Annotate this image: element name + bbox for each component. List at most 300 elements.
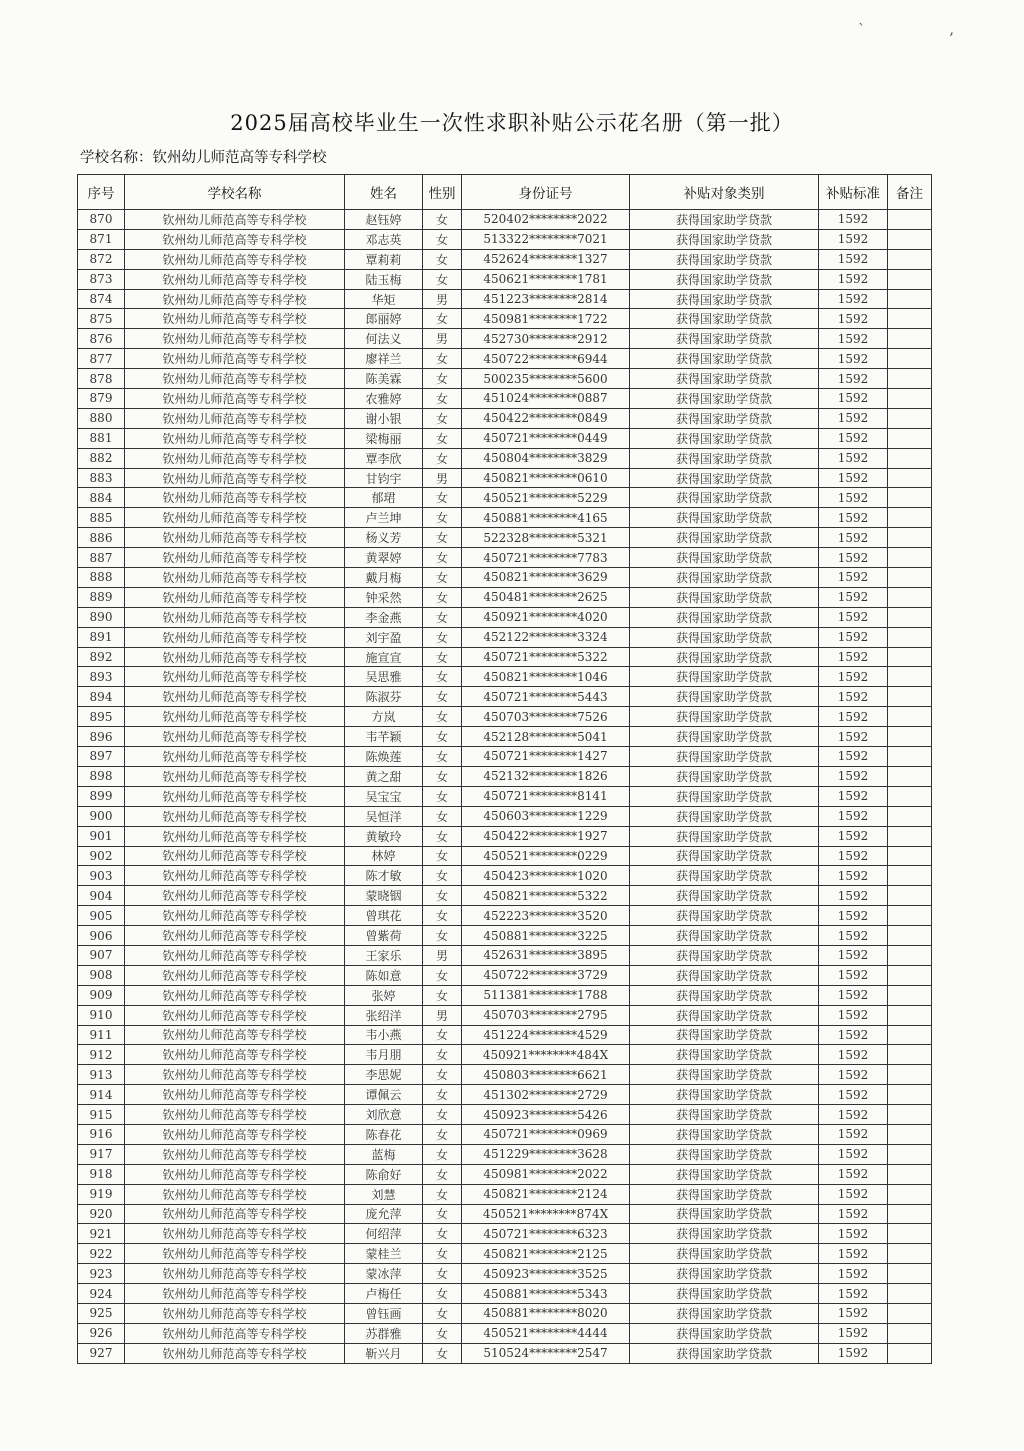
row-subsidy-amount: 1592 bbox=[819, 846, 888, 866]
row-subsidy-type: 获得国家助学贷款 bbox=[630, 1284, 819, 1304]
row-seq: 918 bbox=[78, 1164, 125, 1184]
row-name: 陈才敏 bbox=[345, 866, 423, 886]
row-name: 韦芊颖 bbox=[345, 727, 423, 747]
row-seq: 907 bbox=[78, 945, 125, 965]
row-seq: 893 bbox=[78, 667, 125, 687]
row-remarks bbox=[888, 1045, 932, 1065]
header-remarks: 备注 bbox=[888, 175, 932, 210]
row-name: 赵钰婷 bbox=[345, 210, 423, 230]
table-row bbox=[78, 826, 932, 846]
row-gender: 女 bbox=[423, 906, 462, 926]
row-name: 方岚 bbox=[345, 707, 423, 727]
row-remarks bbox=[888, 985, 932, 1005]
row-id-number: 513322********7021 bbox=[462, 229, 630, 249]
row-seq: 920 bbox=[78, 1204, 125, 1224]
row-gender: 女 bbox=[423, 1144, 462, 1164]
row-subsidy-type: 获得国家助学贷款 bbox=[630, 1184, 819, 1204]
row-remarks bbox=[888, 1264, 932, 1284]
row-id-number: 450422********1927 bbox=[462, 826, 630, 846]
table-row bbox=[78, 488, 932, 508]
row-gender: 女 bbox=[423, 846, 462, 866]
row-gender: 女 bbox=[423, 369, 462, 389]
row-subsidy-type: 获得国家助学贷款 bbox=[630, 249, 819, 269]
row-subsidy-type: 获得国家助学贷款 bbox=[630, 369, 819, 389]
table-row bbox=[78, 309, 932, 329]
row-remarks bbox=[888, 249, 932, 269]
row-seq: 880 bbox=[78, 408, 125, 428]
row-subsidy-type: 获得国家助学贷款 bbox=[630, 389, 819, 409]
row-subsidy-type: 获得国家助学贷款 bbox=[630, 229, 819, 249]
row-remarks bbox=[888, 1323, 932, 1343]
table-row bbox=[78, 1284, 932, 1304]
table-row bbox=[78, 747, 932, 767]
row-remarks bbox=[888, 786, 932, 806]
row-seq: 914 bbox=[78, 1085, 125, 1105]
row-remarks bbox=[888, 886, 932, 906]
row-name: 曾琪花 bbox=[345, 906, 423, 926]
table-row bbox=[78, 945, 932, 965]
row-id-number: 500235********5600 bbox=[462, 369, 630, 389]
row-id-number: 452122********3324 bbox=[462, 627, 630, 647]
table-row bbox=[78, 766, 932, 786]
row-gender: 女 bbox=[423, 627, 462, 647]
row-id-number: 450721********5322 bbox=[462, 647, 630, 667]
row-gender: 女 bbox=[423, 1244, 462, 1264]
row-gender: 女 bbox=[423, 1264, 462, 1284]
table-row bbox=[78, 647, 932, 667]
row-name: 吴宝宝 bbox=[345, 786, 423, 806]
row-subsidy-amount: 1592 bbox=[819, 1045, 888, 1065]
row-school: 钦州幼儿师范高等专科学校 bbox=[125, 468, 345, 488]
row-seq: 871 bbox=[78, 229, 125, 249]
row-subsidy-type: 获得国家助学贷款 bbox=[630, 468, 819, 488]
header-gender: 性别 bbox=[423, 175, 462, 210]
row-subsidy-type: 获得国家助学贷款 bbox=[630, 1343, 819, 1363]
row-gender: 女 bbox=[423, 985, 462, 1005]
row-gender: 女 bbox=[423, 687, 462, 707]
row-seq: 904 bbox=[78, 886, 125, 906]
row-gender: 女 bbox=[423, 568, 462, 588]
row-subsidy-amount: 1592 bbox=[819, 1284, 888, 1304]
row-id-number: 450881********3225 bbox=[462, 926, 630, 946]
row-remarks bbox=[888, 687, 932, 707]
table-row bbox=[78, 1343, 932, 1363]
row-name: 靳兴月 bbox=[345, 1343, 423, 1363]
row-name: 韦月朋 bbox=[345, 1045, 423, 1065]
row-remarks bbox=[888, 627, 932, 647]
row-seq: 886 bbox=[78, 528, 125, 548]
row-subsidy-amount: 1592 bbox=[819, 1303, 888, 1323]
row-subsidy-type: 获得国家助学贷款 bbox=[630, 846, 819, 866]
table-header-row bbox=[78, 175, 932, 210]
row-id-number: 452128********5041 bbox=[462, 727, 630, 747]
row-id-number: 450981********2022 bbox=[462, 1164, 630, 1184]
row-subsidy-amount: 1592 bbox=[819, 229, 888, 249]
table-row bbox=[78, 906, 932, 926]
row-school: 钦州幼儿师范高等专科学校 bbox=[125, 806, 345, 826]
table-row bbox=[78, 1303, 932, 1323]
row-remarks bbox=[888, 468, 932, 488]
row-school: 钦州幼儿师范高等专科学校 bbox=[125, 448, 345, 468]
table-row bbox=[78, 329, 932, 349]
row-school: 钦州幼儿师范高等专科学校 bbox=[125, 1025, 345, 1045]
row-subsidy-type: 获得国家助学贷款 bbox=[630, 1124, 819, 1144]
row-gender: 女 bbox=[423, 786, 462, 806]
row-subsidy-type: 获得国家助学贷款 bbox=[630, 687, 819, 707]
row-seq: 905 bbox=[78, 906, 125, 926]
table-row bbox=[78, 1005, 932, 1025]
table-row bbox=[78, 627, 932, 647]
row-seq: 921 bbox=[78, 1224, 125, 1244]
row-remarks bbox=[888, 647, 932, 667]
school-name-line: 学校名称：钦州幼儿师范高等专科学校 bbox=[80, 150, 327, 166]
row-id-number: 450603********1229 bbox=[462, 806, 630, 826]
row-subsidy-amount: 1592 bbox=[819, 548, 888, 568]
row-seq: 885 bbox=[78, 508, 125, 528]
row-id-number: 450921********4020 bbox=[462, 607, 630, 627]
row-remarks bbox=[888, 1065, 932, 1085]
table-row bbox=[78, 607, 932, 627]
row-gender: 女 bbox=[423, 1045, 462, 1065]
row-subsidy-type: 获得国家助学贷款 bbox=[630, 1065, 819, 1085]
row-id-number: 450722********3729 bbox=[462, 965, 630, 985]
row-name: 刘慧 bbox=[345, 1184, 423, 1204]
table-row bbox=[78, 1124, 932, 1144]
row-gender: 女 bbox=[423, 806, 462, 826]
row-subsidy-type: 获得国家助学贷款 bbox=[630, 488, 819, 508]
row-subsidy-amount: 1592 bbox=[819, 627, 888, 647]
row-remarks bbox=[888, 1025, 932, 1045]
row-gender: 女 bbox=[423, 448, 462, 468]
row-id-number: 450981********1722 bbox=[462, 309, 630, 329]
row-gender: 女 bbox=[423, 886, 462, 906]
row-subsidy-type: 获得国家助学贷款 bbox=[630, 1224, 819, 1244]
row-subsidy-amount: 1592 bbox=[819, 806, 888, 826]
row-seq: 882 bbox=[78, 448, 125, 468]
row-remarks bbox=[888, 906, 932, 926]
row-name: 吴思雅 bbox=[345, 667, 423, 687]
row-gender: 女 bbox=[423, 587, 462, 607]
row-gender: 女 bbox=[423, 528, 462, 548]
row-subsidy-amount: 1592 bbox=[819, 607, 888, 627]
row-subsidy-type: 获得国家助学贷款 bbox=[630, 548, 819, 568]
row-school: 钦州幼儿师范高等专科学校 bbox=[125, 1124, 345, 1144]
row-id-number: 450821********2125 bbox=[462, 1244, 630, 1264]
row-name: 蒙冰萍 bbox=[345, 1264, 423, 1284]
row-remarks bbox=[888, 408, 932, 428]
row-seq: 891 bbox=[78, 627, 125, 647]
row-gender: 女 bbox=[423, 766, 462, 786]
row-school: 钦州幼儿师范高等专科学校 bbox=[125, 1284, 345, 1304]
row-name: 蒙晓铟 bbox=[345, 886, 423, 906]
table-row bbox=[78, 428, 932, 448]
row-seq: 899 bbox=[78, 786, 125, 806]
table-row bbox=[78, 369, 932, 389]
row-school: 钦州幼儿师范高等专科学校 bbox=[125, 508, 345, 528]
row-id-number: 450881********4165 bbox=[462, 508, 630, 528]
row-school: 钦州幼儿师范高等专科学校 bbox=[125, 408, 345, 428]
row-subsidy-amount: 1592 bbox=[819, 1005, 888, 1025]
row-remarks bbox=[888, 727, 932, 747]
row-school: 钦州幼儿师范高等专科学校 bbox=[125, 1184, 345, 1204]
table-row bbox=[78, 1045, 932, 1065]
row-school: 钦州幼儿师范高等专科学校 bbox=[125, 926, 345, 946]
row-seq: 915 bbox=[78, 1105, 125, 1125]
row-gender: 女 bbox=[423, 548, 462, 568]
row-school: 钦州幼儿师范高等专科学校 bbox=[125, 647, 345, 667]
row-name: 甘钧宇 bbox=[345, 468, 423, 488]
row-name: 黄翠婷 bbox=[345, 548, 423, 568]
row-id-number: 450703********7526 bbox=[462, 707, 630, 727]
row-subsidy-amount: 1592 bbox=[819, 448, 888, 468]
row-school: 钦州幼儿师范高等专科学校 bbox=[125, 329, 345, 349]
table-row bbox=[78, 229, 932, 249]
row-name: 农雅婷 bbox=[345, 389, 423, 409]
row-id-number: 511381********1788 bbox=[462, 985, 630, 1005]
row-seq: 901 bbox=[78, 826, 125, 846]
header-seq: 序号 bbox=[78, 175, 125, 210]
row-name: 何法义 bbox=[345, 329, 423, 349]
row-remarks bbox=[888, 508, 932, 528]
row-name: 邓志英 bbox=[345, 229, 423, 249]
row-subsidy-type: 获得国家助学贷款 bbox=[630, 1323, 819, 1343]
row-school: 钦州幼儿师范高等专科学校 bbox=[125, 1105, 345, 1125]
row-seq: 922 bbox=[78, 1244, 125, 1264]
row-seq: 926 bbox=[78, 1323, 125, 1343]
row-id-number: 450721********6323 bbox=[462, 1224, 630, 1244]
row-name: 卢梅任 bbox=[345, 1284, 423, 1304]
table-row bbox=[78, 1065, 932, 1085]
row-subsidy-type: 获得国家助学贷款 bbox=[630, 627, 819, 647]
table-row bbox=[78, 1323, 932, 1343]
row-subsidy-type: 获得国家助学贷款 bbox=[630, 1204, 819, 1224]
row-subsidy-amount: 1592 bbox=[819, 1065, 888, 1085]
row-remarks bbox=[888, 349, 932, 369]
table-row bbox=[78, 965, 932, 985]
row-school: 钦州幼儿师范高等专科学校 bbox=[125, 786, 345, 806]
row-seq: 895 bbox=[78, 707, 125, 727]
row-subsidy-type: 获得国家助学贷款 bbox=[630, 1005, 819, 1025]
row-id-number: 450921********484X bbox=[462, 1045, 630, 1065]
row-subsidy-type: 获得国家助学贷款 bbox=[630, 1303, 819, 1323]
row-school: 钦州幼儿师范高等专科学校 bbox=[125, 1164, 345, 1184]
row-name: 黄敏玲 bbox=[345, 826, 423, 846]
row-remarks bbox=[888, 1005, 932, 1025]
row-id-number: 452730********2912 bbox=[462, 329, 630, 349]
row-gender: 男 bbox=[423, 1005, 462, 1025]
row-subsidy-type: 获得国家助学贷款 bbox=[630, 329, 819, 349]
table-row bbox=[78, 1105, 932, 1125]
row-name: 廖祥兰 bbox=[345, 349, 423, 369]
row-gender: 女 bbox=[423, 309, 462, 329]
row-id-number: 451223********2814 bbox=[462, 289, 630, 309]
page-title: 2025届高校毕业生一次性求职补贴公示花名册（第一批） bbox=[230, 111, 794, 135]
row-school: 钦州幼儿师范高等专科学校 bbox=[125, 747, 345, 767]
row-id-number: 450521********4444 bbox=[462, 1323, 630, 1343]
row-subsidy-amount: 1592 bbox=[819, 667, 888, 687]
row-name: 陈俞好 bbox=[345, 1164, 423, 1184]
row-school: 钦州幼儿师范高等专科学校 bbox=[125, 568, 345, 588]
row-remarks bbox=[888, 309, 932, 329]
row-subsidy-amount: 1592 bbox=[819, 1343, 888, 1363]
row-school: 钦州幼儿师范高等专科学校 bbox=[125, 349, 345, 369]
table-row bbox=[78, 1085, 932, 1105]
row-id-number: 450803********6621 bbox=[462, 1065, 630, 1085]
row-id-number: 450621********1781 bbox=[462, 269, 630, 289]
row-subsidy-type: 获得国家助学贷款 bbox=[630, 309, 819, 329]
row-name: 林婷 bbox=[345, 846, 423, 866]
row-school: 钦州幼儿师范高等专科学校 bbox=[125, 945, 345, 965]
row-name: 陈美霖 bbox=[345, 369, 423, 389]
row-id-number: 450422********0849 bbox=[462, 408, 630, 428]
row-id-number: 450721********0969 bbox=[462, 1124, 630, 1144]
row-name: 覃莉莉 bbox=[345, 249, 423, 269]
row-school: 钦州幼儿师范高等专科学校 bbox=[125, 210, 345, 230]
row-subsidy-amount: 1592 bbox=[819, 1204, 888, 1224]
row-seq: 902 bbox=[78, 846, 125, 866]
header-name: 姓名 bbox=[345, 175, 423, 210]
row-gender: 女 bbox=[423, 926, 462, 946]
row-gender: 女 bbox=[423, 1204, 462, 1224]
row-subsidy-type: 获得国家助学贷款 bbox=[630, 886, 819, 906]
row-name: 谢小银 bbox=[345, 408, 423, 428]
row-remarks bbox=[888, 866, 932, 886]
row-subsidy-amount: 1592 bbox=[819, 866, 888, 886]
table-row bbox=[78, 210, 932, 230]
row-subsidy-amount: 1592 bbox=[819, 349, 888, 369]
row-seq: 887 bbox=[78, 548, 125, 568]
row-subsidy-amount: 1592 bbox=[819, 249, 888, 269]
row-name: 张绍洋 bbox=[345, 1005, 423, 1025]
row-name: 梁梅丽 bbox=[345, 428, 423, 448]
row-gender: 女 bbox=[423, 747, 462, 767]
row-school: 钦州幼儿师范高等专科学校 bbox=[125, 309, 345, 329]
row-subsidy-amount: 1592 bbox=[819, 408, 888, 428]
row-name: 华矩 bbox=[345, 289, 423, 309]
row-seq: 919 bbox=[78, 1184, 125, 1204]
row-remarks bbox=[888, 428, 932, 448]
row-name: 蒙桂兰 bbox=[345, 1244, 423, 1264]
row-subsidy-amount: 1592 bbox=[819, 269, 888, 289]
row-seq: 876 bbox=[78, 329, 125, 349]
table-row bbox=[78, 389, 932, 409]
row-seq: 910 bbox=[78, 1005, 125, 1025]
row-remarks bbox=[888, 548, 932, 568]
row-subsidy-amount: 1592 bbox=[819, 210, 888, 230]
row-school: 钦州幼儿师范高等专科学校 bbox=[125, 1065, 345, 1085]
row-gender: 女 bbox=[423, 607, 462, 627]
row-subsidy-type: 获得国家助学贷款 bbox=[630, 1144, 819, 1164]
row-subsidy-amount: 1592 bbox=[819, 289, 888, 309]
header-subsidy-type: 补贴对象类别 bbox=[630, 175, 819, 210]
row-gender: 女 bbox=[423, 727, 462, 747]
row-subsidy-amount: 1592 bbox=[819, 1105, 888, 1125]
row-subsidy-amount: 1592 bbox=[819, 1244, 888, 1264]
row-subsidy-type: 获得国家助学贷款 bbox=[630, 289, 819, 309]
row-name: 覃李欣 bbox=[345, 448, 423, 468]
row-seq: 890 bbox=[78, 607, 125, 627]
table-row bbox=[78, 468, 932, 488]
row-remarks bbox=[888, 329, 932, 349]
row-school: 钦州幼儿师范高等专科学校 bbox=[125, 1303, 345, 1323]
row-school: 钦州幼儿师范高等专科学校 bbox=[125, 607, 345, 627]
row-school: 钦州幼儿师范高等专科学校 bbox=[125, 826, 345, 846]
row-subsidy-amount: 1592 bbox=[819, 926, 888, 946]
row-id-number: 450521********874X bbox=[462, 1204, 630, 1224]
row-id-number: 450521********0229 bbox=[462, 846, 630, 866]
table-row bbox=[78, 707, 932, 727]
table-row bbox=[78, 1025, 932, 1045]
row-remarks bbox=[888, 1204, 932, 1224]
row-subsidy-type: 获得国家助学贷款 bbox=[630, 945, 819, 965]
row-subsidy-amount: 1592 bbox=[819, 488, 888, 508]
row-seq: 884 bbox=[78, 488, 125, 508]
table-row bbox=[78, 249, 932, 269]
row-seq: 924 bbox=[78, 1284, 125, 1304]
row-school: 钦州幼儿师范高等专科学校 bbox=[125, 269, 345, 289]
row-school: 钦州幼儿师范高等专科学校 bbox=[125, 985, 345, 1005]
row-subsidy-amount: 1592 bbox=[819, 1184, 888, 1204]
row-subsidy-amount: 1592 bbox=[819, 945, 888, 965]
row-subsidy-amount: 1592 bbox=[819, 1224, 888, 1244]
row-id-number: 520402********2022 bbox=[462, 210, 630, 230]
row-school: 钦州幼儿师范高等专科学校 bbox=[125, 528, 345, 548]
row-subsidy-type: 获得国家助学贷款 bbox=[630, 1164, 819, 1184]
row-subsidy-type: 获得国家助学贷款 bbox=[630, 428, 819, 448]
row-seq: 923 bbox=[78, 1264, 125, 1284]
row-remarks bbox=[888, 766, 932, 786]
row-school: 钦州幼儿师范高等专科学校 bbox=[125, 1343, 345, 1363]
row-gender: 男 bbox=[423, 468, 462, 488]
row-name: 李金燕 bbox=[345, 607, 423, 627]
row-remarks bbox=[888, 1224, 932, 1244]
row-school: 钦州幼儿师范高等专科学校 bbox=[125, 548, 345, 568]
row-seq: 913 bbox=[78, 1065, 125, 1085]
row-id-number: 450721********0449 bbox=[462, 428, 630, 448]
row-name: 钟采然 bbox=[345, 587, 423, 607]
row-id-number: 452631********3895 bbox=[462, 945, 630, 965]
row-remarks bbox=[888, 369, 932, 389]
row-remarks bbox=[888, 747, 932, 767]
row-remarks bbox=[888, 587, 932, 607]
row-id-number: 522328********5321 bbox=[462, 528, 630, 548]
row-seq: 878 bbox=[78, 369, 125, 389]
row-subsidy-amount: 1592 bbox=[819, 826, 888, 846]
row-name: 李思妮 bbox=[345, 1065, 423, 1085]
row-seq: 906 bbox=[78, 926, 125, 946]
row-gender: 女 bbox=[423, 389, 462, 409]
table-row bbox=[78, 448, 932, 468]
row-subsidy-amount: 1592 bbox=[819, 766, 888, 786]
table-body bbox=[78, 210, 932, 1364]
row-school: 钦州幼儿师范高等专科学校 bbox=[125, 369, 345, 389]
row-subsidy-amount: 1592 bbox=[819, 1025, 888, 1045]
row-school: 钦州幼儿师范高等专科学校 bbox=[125, 906, 345, 926]
row-gender: 女 bbox=[423, 249, 462, 269]
row-remarks bbox=[888, 229, 932, 249]
row-gender: 女 bbox=[423, 210, 462, 230]
table-row bbox=[78, 1184, 932, 1204]
row-remarks bbox=[888, 528, 932, 548]
row-gender: 女 bbox=[423, 1164, 462, 1184]
row-subsidy-type: 获得国家助学贷款 bbox=[630, 647, 819, 667]
row-id-number: 450821********2124 bbox=[462, 1184, 630, 1204]
row-gender: 女 bbox=[423, 1284, 462, 1304]
row-name: 郎丽婷 bbox=[345, 309, 423, 329]
row-gender: 女 bbox=[423, 408, 462, 428]
table-row bbox=[78, 289, 932, 309]
table-row bbox=[78, 508, 932, 528]
